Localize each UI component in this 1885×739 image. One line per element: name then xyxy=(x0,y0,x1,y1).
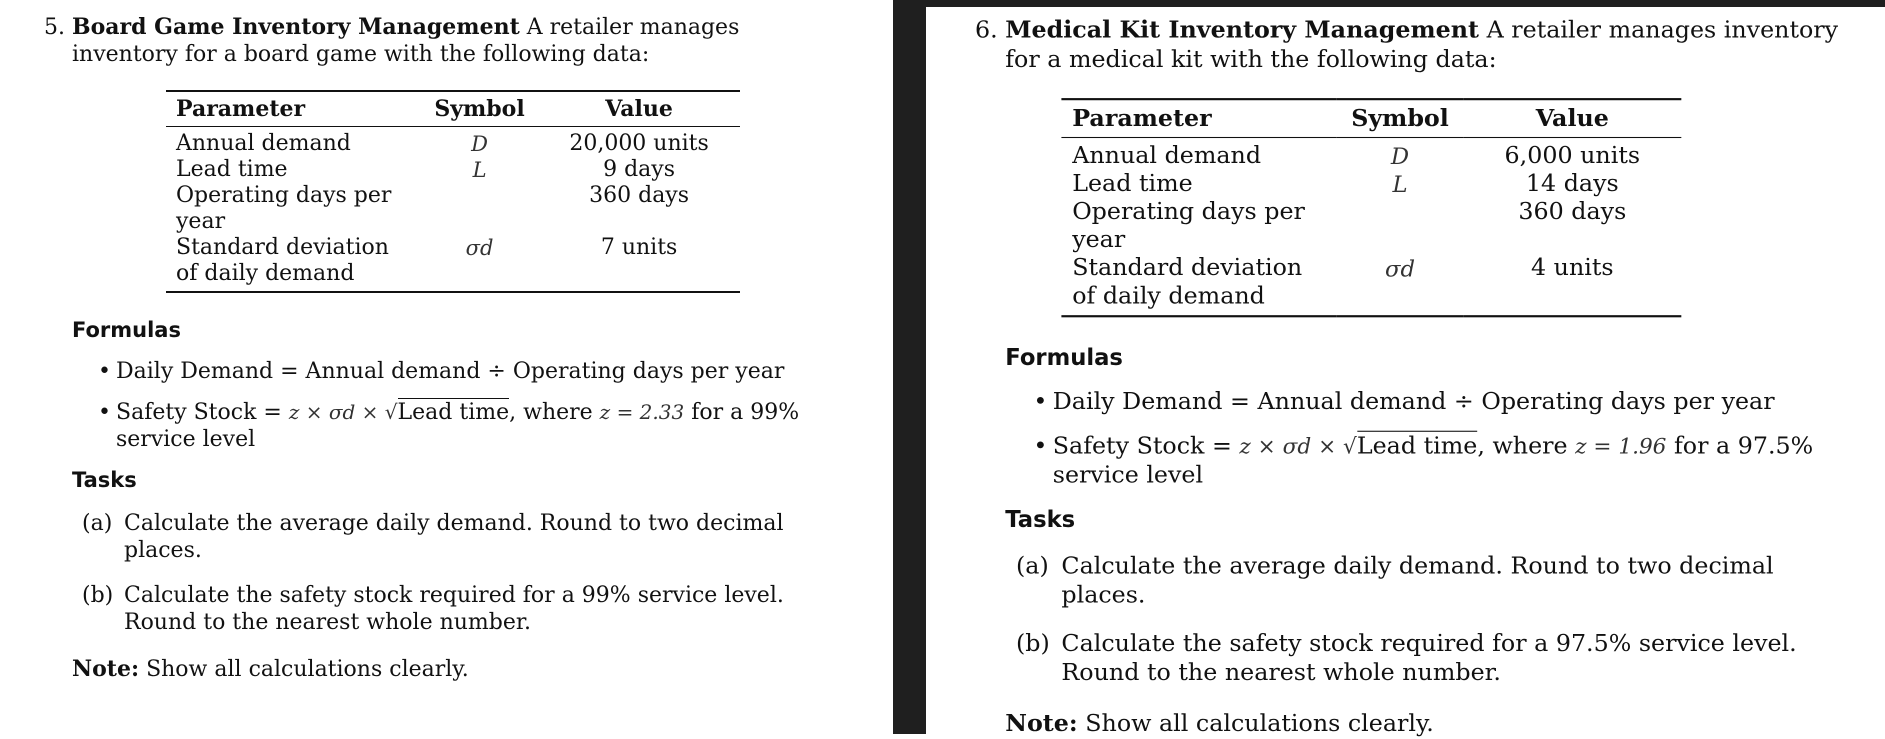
tasks-heading: Tasks xyxy=(72,468,137,492)
problem-5-container xyxy=(44,14,844,683)
header-parameter: Parameter xyxy=(166,91,421,127)
bullet-icon: • xyxy=(1033,388,1048,416)
note-label: Note: xyxy=(1005,709,1078,738)
cell-symbol xyxy=(1337,199,1464,255)
cell-parameter: Operating days per year xyxy=(1072,198,1305,254)
formula-text: Daily Demand = Annual demand ÷ Operating days per year xyxy=(1052,388,1775,416)
formula-sqrt-content: Lead time xyxy=(1357,431,1478,460)
formula-daily-demand xyxy=(98,358,844,385)
task-label: (a) xyxy=(82,511,113,536)
task-label: (b) xyxy=(82,583,114,608)
left-page xyxy=(0,0,893,734)
formula-text: Daily Demand = Annual demand ÷ Operating days per year xyxy=(116,359,785,384)
task-item xyxy=(82,510,844,564)
problem-number: 5. xyxy=(44,15,65,40)
cell-value: 9 days xyxy=(603,157,676,182)
formulas-heading: Formulas xyxy=(72,318,181,342)
note xyxy=(1005,709,1839,738)
table-row xyxy=(166,235,740,292)
formulas-heading: Formulas xyxy=(1005,344,1123,371)
formula-sqrt-content: Lead time xyxy=(397,400,510,425)
note-text: Show all calculations clearly. xyxy=(1077,710,1434,738)
task-item xyxy=(1016,552,1839,610)
tasks-list xyxy=(44,510,844,636)
cell-value: 14 days xyxy=(1525,170,1619,198)
problem-5 xyxy=(44,14,844,683)
problem-heading-text xyxy=(72,14,844,68)
page-divider xyxy=(893,0,926,734)
table-row xyxy=(166,127,740,158)
table-row xyxy=(1061,138,1681,171)
formula-where: , where xyxy=(1477,432,1576,460)
formulas-list xyxy=(975,388,1839,491)
cell-parameter: Standard deviation of daily demand xyxy=(1061,255,1336,317)
problem-6-container xyxy=(975,16,1839,739)
tasks-heading: Tasks xyxy=(1005,506,1076,533)
cell-value: 360 days xyxy=(589,183,690,208)
cell-parameter: Lead time xyxy=(176,157,288,182)
formula-z-value: z = 2.33 xyxy=(599,400,685,424)
table-row xyxy=(1061,199,1681,255)
header-parameter: Parameter xyxy=(1061,99,1336,137)
note-text: Show all calculations clearly. xyxy=(139,657,469,682)
formulas-list xyxy=(44,358,844,453)
problem-heading xyxy=(975,16,1839,74)
formula-suffix: for a 97.5% service level xyxy=(1052,432,1814,490)
formula-safety-stock xyxy=(98,399,844,453)
header-value: Value xyxy=(1463,99,1681,137)
task-item xyxy=(82,582,844,636)
header-symbol: Symbol xyxy=(421,91,538,127)
problem-heading xyxy=(44,14,844,68)
cell-symbol: D xyxy=(1390,143,1410,170)
cell-value: 20,000 units xyxy=(569,131,709,156)
cell-symbol: L xyxy=(472,158,487,182)
table-row xyxy=(1061,170,1681,198)
cell-symbol: L xyxy=(1392,171,1408,198)
formula-prefix: Safety Stock = xyxy=(1052,432,1240,460)
bullet-icon: • xyxy=(1033,432,1048,460)
cell-parameter: Standard deviation of daily demand xyxy=(166,235,421,292)
task-label: (b) xyxy=(1016,630,1050,658)
cell-value: 4 units xyxy=(1463,255,1681,317)
bullet-icon: • xyxy=(98,359,111,384)
task-label: (a) xyxy=(1016,552,1049,580)
cell-symbol: σd xyxy=(421,235,538,292)
table-row xyxy=(166,183,740,235)
problem-number: 6. xyxy=(975,17,998,45)
problem-title: Board Game Inventory Management xyxy=(72,14,520,40)
task-text: Calculate the safety stock required for a 99% service level. Round to the nearest whole number. xyxy=(124,583,784,635)
cell-value: 7 units xyxy=(538,235,740,292)
cell-parameter: Lead time xyxy=(1072,170,1193,198)
task-text: Calculate the average daily demand. Round to two decimal places. xyxy=(124,511,784,563)
task-text: Calculate the average daily demand. Round to two decimal places. xyxy=(1061,552,1774,609)
formula-daily-demand xyxy=(1033,388,1839,417)
header-value: Value xyxy=(538,91,740,127)
tasks-list xyxy=(975,552,1839,688)
table-row xyxy=(1061,255,1681,317)
parameter-table xyxy=(166,90,740,293)
table-header-row xyxy=(166,91,740,127)
formula-safety-stock xyxy=(1033,432,1839,490)
note xyxy=(72,656,844,683)
formula-z-value: z = 1.96 xyxy=(1575,432,1667,459)
parameter-table xyxy=(1061,98,1681,317)
bullet-icon: • xyxy=(98,400,111,425)
table-row xyxy=(166,157,740,183)
cell-value: 6,000 units xyxy=(1504,142,1641,170)
task-item xyxy=(1016,629,1839,687)
formula-where: , where xyxy=(509,400,600,425)
task-text: Calculate the safety stock required for a 97.5% service level. Round to the nearest whole number. xyxy=(1061,630,1797,687)
cell-parameter: Annual demand xyxy=(176,131,351,156)
problem-intro: A retailer manages inventory for a board game with the following data: xyxy=(72,15,740,67)
formula-math: z × σd × √ xyxy=(1239,432,1357,459)
formula-math: z × σd × √ xyxy=(288,400,398,424)
table-header-row xyxy=(1061,99,1681,137)
cell-value: 360 days xyxy=(1518,198,1627,226)
cell-parameter: Operating days per year xyxy=(176,183,392,234)
right-page xyxy=(926,0,1885,738)
problem-intro: A retailer manages inventory for a medical kit with the following data: xyxy=(1005,17,1839,74)
formula-suffix: for a 99% service level xyxy=(116,400,800,452)
cell-parameter: Annual demand xyxy=(1072,142,1262,170)
note-label: Note: xyxy=(72,656,140,682)
cell-symbol: σd xyxy=(1337,255,1464,317)
header-symbol: Symbol xyxy=(1337,99,1464,137)
cell-symbol xyxy=(421,183,538,235)
cell-symbol: D xyxy=(471,132,488,156)
problem-title: Medical Kit Inventory Management xyxy=(1005,16,1480,45)
formula-prefix: Safety Stock = xyxy=(116,400,289,425)
problem-heading-text xyxy=(1005,16,1839,74)
problem-6 xyxy=(975,16,1839,739)
